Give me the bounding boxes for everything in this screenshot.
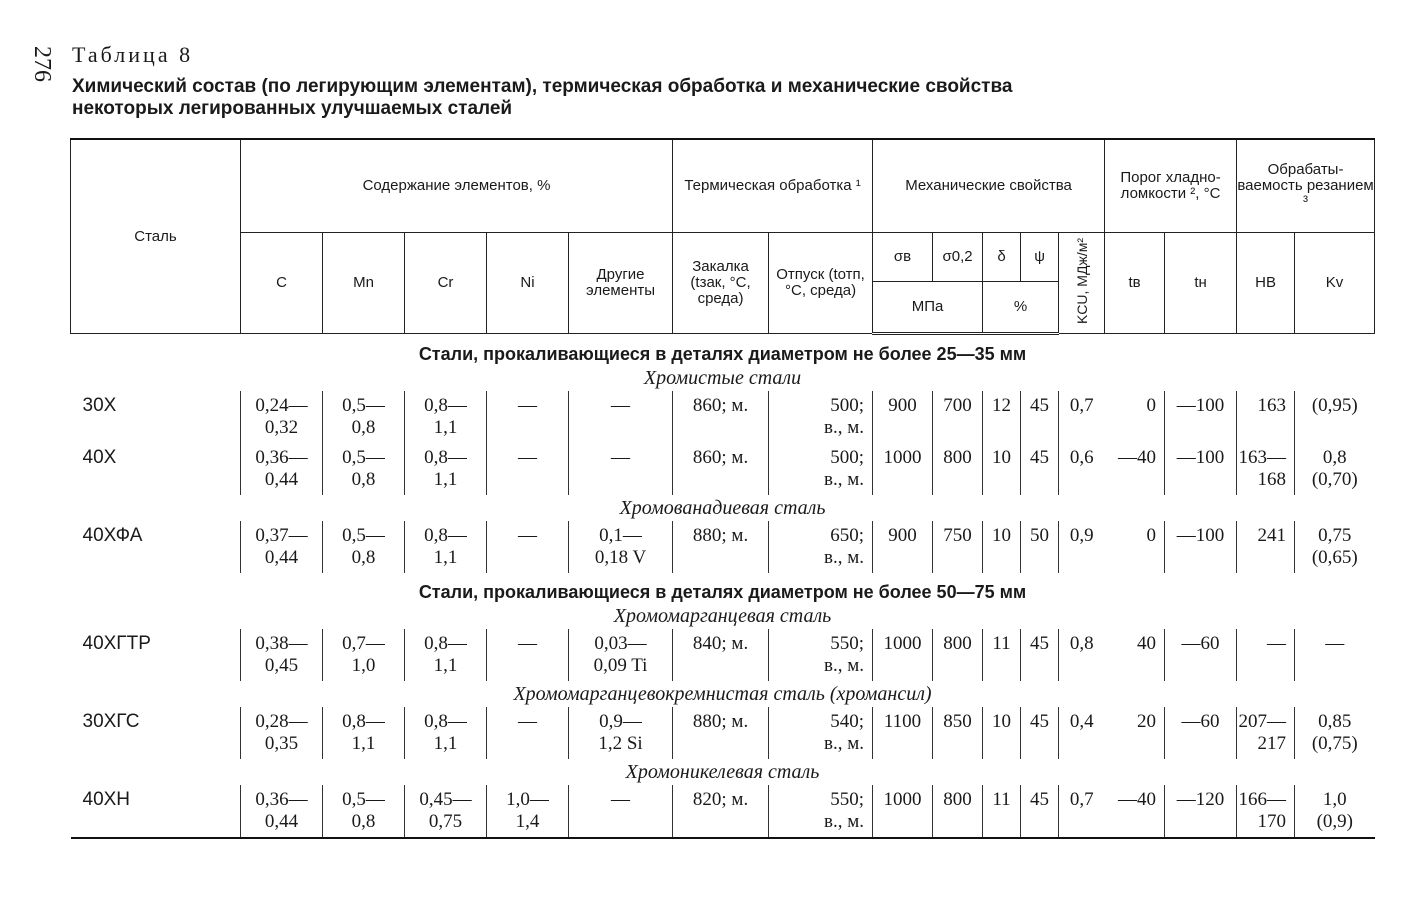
cell-delta-value: 12 bbox=[992, 395, 1012, 416]
cell-ni bbox=[487, 629, 569, 681]
header-heat-treatment: Термическая обработка ¹ bbox=[673, 139, 873, 233]
cell-temper-value: в., м. bbox=[824, 811, 865, 832]
cell-psi bbox=[1021, 629, 1059, 681]
cell-mn-value: 0,5— bbox=[342, 395, 385, 416]
cell-other bbox=[569, 785, 673, 838]
cell-temper-value: в., м. bbox=[824, 547, 865, 568]
cell-delta bbox=[983, 443, 1021, 495]
cell-kv-value: 0,85 bbox=[1318, 711, 1352, 732]
cell-sigma-02-value: 750 bbox=[943, 525, 972, 546]
cell-mn-value: 0,8— bbox=[342, 711, 385, 732]
cell-other bbox=[569, 707, 673, 759]
cell-kv-value: 1,0 bbox=[1322, 789, 1347, 810]
cell-other-value: 0,1— bbox=[599, 525, 642, 546]
cell-delta-value: 11 bbox=[992, 789, 1011, 810]
cell-ni bbox=[487, 443, 569, 495]
steel-grade bbox=[71, 443, 241, 495]
cell-other-value: 0,09 Ti bbox=[593, 655, 648, 676]
cell-mn bbox=[323, 443, 405, 495]
table-row bbox=[71, 785, 1375, 838]
cell-mn-value: 0,7— bbox=[342, 633, 385, 654]
cell-sigma-b bbox=[873, 521, 933, 573]
cell-quench-value: 880; м. bbox=[692, 525, 749, 546]
cell-kv-value: (0,65) bbox=[1311, 547, 1358, 568]
cell-sigma-b bbox=[873, 391, 933, 443]
cell-ni bbox=[487, 521, 569, 573]
table-row bbox=[71, 707, 1375, 759]
cell-delta bbox=[983, 629, 1021, 681]
cell-other-value: — bbox=[611, 789, 631, 810]
cell-cr bbox=[405, 521, 487, 573]
cell-temper bbox=[769, 521, 873, 573]
cell-temper bbox=[769, 443, 873, 495]
cell-cr-value: 0,8— bbox=[424, 395, 467, 416]
cell-cr-value: 1,1 bbox=[433, 547, 458, 568]
subsection-chrome-manganese: Хромомарганцевая сталь bbox=[613, 604, 832, 627]
steel-grade-value: 30ХГС bbox=[82, 711, 140, 732]
cell-tn-value: —60 bbox=[1181, 711, 1220, 732]
cell-psi bbox=[1021, 707, 1059, 759]
caption-line-1: Химический состав (по легирующим элементам), термическая обработка и механические свойства bbox=[72, 76, 1013, 97]
cell-tv bbox=[1105, 629, 1165, 681]
cell-other-value: 0,9— bbox=[599, 711, 642, 732]
cell-c bbox=[241, 707, 323, 759]
cell-other bbox=[569, 391, 673, 443]
cell-temper bbox=[769, 707, 873, 759]
cell-c-value: 0,44 bbox=[264, 469, 299, 490]
cell-sigma-02-value: 850 bbox=[943, 711, 972, 732]
cell-delta bbox=[983, 707, 1021, 759]
cell-sigma-02-value: 700 bbox=[943, 395, 972, 416]
cell-kv-value: (0,70) bbox=[1311, 469, 1358, 490]
cell-quench-value: 860; м. bbox=[692, 447, 749, 468]
cell-mn-value: 0,8 bbox=[351, 469, 376, 490]
cell-other-value: 1,2 Si bbox=[598, 733, 643, 754]
cell-tn bbox=[1165, 785, 1237, 838]
cell-kv-value: (0,75) bbox=[1311, 733, 1358, 754]
header-other: Другие элементы bbox=[569, 233, 673, 334]
cell-cr-value: 1,1 bbox=[433, 655, 458, 676]
cell-quench bbox=[673, 443, 769, 495]
cell-hb-value: 168 bbox=[1257, 469, 1287, 490]
cell-mn-value: 0,5— bbox=[342, 525, 385, 546]
cell-temper-value: 500; bbox=[830, 447, 865, 468]
cell-kv bbox=[1295, 707, 1375, 759]
cell-temper-value: 550; bbox=[830, 633, 865, 654]
cell-kv bbox=[1295, 521, 1375, 573]
header-tv: tв bbox=[1105, 233, 1165, 334]
cell-c bbox=[241, 629, 323, 681]
cell-other bbox=[569, 443, 673, 495]
cell-sigma-02 bbox=[933, 521, 983, 573]
header-composition: Содержание элементов, % bbox=[241, 139, 673, 233]
cell-kv-value: (0,9) bbox=[1316, 811, 1353, 832]
cell-ni bbox=[487, 785, 569, 838]
cell-other bbox=[569, 521, 673, 573]
cell-kcu-value: 0,7 bbox=[1069, 395, 1094, 416]
table-row bbox=[71, 521, 1375, 573]
cell-other-value: — bbox=[611, 447, 631, 468]
cell-c bbox=[241, 785, 323, 838]
cell-sigma-b-value: 1000 bbox=[883, 447, 922, 468]
cell-mn-value: 1,1 bbox=[351, 733, 376, 754]
table-label: Таблица 8 bbox=[72, 42, 194, 67]
cell-c-value: 0,37— bbox=[255, 525, 308, 546]
cell-mn bbox=[323, 707, 405, 759]
cell-ni-value: — bbox=[518, 447, 537, 468]
cell-temper-value: в., м. bbox=[824, 655, 865, 676]
cell-tn bbox=[1165, 443, 1237, 495]
header-kv: Kv bbox=[1295, 233, 1375, 334]
header-kcu bbox=[1059, 233, 1105, 334]
cell-hb-value: 207— bbox=[1238, 711, 1287, 732]
cell-delta-value: 10 bbox=[992, 711, 1012, 732]
header-sigma-b: σв bbox=[873, 233, 933, 282]
header-mpa: МПа bbox=[873, 282, 983, 334]
cell-cr-value: 0,8— bbox=[424, 525, 467, 546]
caption-line-2: некоторых легированных улучшаемых сталей bbox=[72, 98, 513, 119]
cell-tv bbox=[1105, 521, 1165, 573]
cell-sigma-02 bbox=[933, 443, 983, 495]
cell-kv-value: 0,8 bbox=[1322, 447, 1347, 468]
cell-cr-value: 1,1 bbox=[433, 733, 458, 754]
cell-c bbox=[241, 391, 323, 443]
subsection-chrome-vanadium: Хромованадиевая сталь bbox=[619, 496, 826, 519]
cell-ni-value: — bbox=[518, 633, 537, 654]
cell-other-value: — bbox=[611, 395, 631, 416]
cell-tv-value: —40 bbox=[1118, 789, 1157, 810]
cell-temper bbox=[769, 785, 873, 838]
cell-hb bbox=[1237, 629, 1295, 681]
cell-tv bbox=[1105, 443, 1165, 495]
cell-psi bbox=[1021, 443, 1059, 495]
cell-c-value: 0,28— bbox=[255, 711, 308, 732]
cell-hb bbox=[1237, 707, 1295, 759]
steel-grade-value: 40X bbox=[82, 447, 117, 468]
header-mn: Mn bbox=[323, 233, 405, 334]
cell-delta-value: 10 bbox=[992, 525, 1012, 546]
cell-cr-value: 1,1 bbox=[433, 469, 458, 490]
cell-c-value: 0,45 bbox=[264, 655, 299, 676]
header-hb: HB bbox=[1237, 233, 1295, 334]
cell-kcu-value: 0,7 bbox=[1069, 789, 1094, 810]
cell-cr-value: 1,1 bbox=[433, 417, 458, 438]
cell-c bbox=[241, 443, 323, 495]
cell-delta bbox=[983, 521, 1021, 573]
cell-delta bbox=[983, 391, 1021, 443]
steel-grade bbox=[71, 707, 241, 759]
cell-other bbox=[569, 629, 673, 681]
cell-tv bbox=[1105, 785, 1165, 838]
cell-mn-value: 0,8 bbox=[351, 547, 376, 568]
cell-sigma-b bbox=[873, 629, 933, 681]
cell-tn-value: —100 bbox=[1176, 525, 1225, 546]
cell-cr bbox=[405, 785, 487, 838]
cell-tn bbox=[1165, 391, 1237, 443]
cell-c-value: 0,38— bbox=[255, 633, 308, 654]
cell-tn-value: —100 bbox=[1176, 395, 1225, 416]
cell-mn bbox=[323, 629, 405, 681]
cell-cr bbox=[405, 707, 487, 759]
cell-delta-value: 10 bbox=[992, 447, 1012, 468]
cell-kcu bbox=[1059, 707, 1105, 759]
cell-tv-value: 40 bbox=[1137, 633, 1157, 654]
cell-quench bbox=[673, 391, 769, 443]
cell-other-value: 0,03— bbox=[594, 633, 647, 654]
header-psi: ψ bbox=[1021, 233, 1059, 282]
cell-quench-value: 840; м. bbox=[692, 633, 749, 654]
cell-tv-value: 0 bbox=[1146, 395, 1157, 416]
table-row bbox=[71, 629, 1375, 681]
cell-psi bbox=[1021, 391, 1059, 443]
steel-grade bbox=[71, 629, 241, 681]
cell-kv bbox=[1295, 443, 1375, 495]
cell-quench bbox=[673, 785, 769, 838]
header-mechanical: Механические свойства bbox=[873, 139, 1105, 233]
subsection-chromansil: Хромомарганцевокремнистая сталь (хромансил) bbox=[513, 682, 932, 705]
cell-mn bbox=[323, 521, 405, 573]
cell-tn bbox=[1165, 707, 1237, 759]
cell-temper-value: в., м. bbox=[824, 417, 865, 438]
cell-cr-value: 0,8— bbox=[424, 447, 467, 468]
header-cold-brittleness: Порог хладно-ломкости ², °С bbox=[1105, 139, 1237, 233]
cell-quench bbox=[673, 629, 769, 681]
header-cr: Cr bbox=[405, 233, 487, 334]
cell-kcu bbox=[1059, 521, 1105, 573]
header-c: C bbox=[241, 233, 323, 334]
cell-c-value: 0,44 bbox=[264, 547, 299, 568]
cell-mn-value: 0,5— bbox=[342, 447, 385, 468]
cell-c-value: 0,44 bbox=[264, 811, 299, 832]
steel-grade-value: 40ХГТР bbox=[82, 633, 151, 654]
cell-tv-value: 0 bbox=[1146, 525, 1157, 546]
cell-c bbox=[241, 521, 323, 573]
header-ni: Ni bbox=[487, 233, 569, 334]
cell-cr bbox=[405, 629, 487, 681]
page-number: 276 bbox=[29, 46, 55, 82]
cell-ni-value: — bbox=[518, 525, 537, 546]
header-machinability: Обрабаты-ваемость резанием ³ bbox=[1237, 139, 1375, 233]
cell-hb-value: 166— bbox=[1238, 789, 1287, 810]
cell-tn-value: —100 bbox=[1176, 447, 1225, 468]
cell-psi-value: 45 bbox=[1030, 711, 1050, 732]
cell-tv bbox=[1105, 391, 1165, 443]
cell-sigma-b-value: 1100 bbox=[883, 711, 922, 732]
cell-sigma-02-value: 800 bbox=[943, 789, 972, 810]
header-tn: tн bbox=[1165, 233, 1237, 334]
cell-delta bbox=[983, 785, 1021, 838]
steel-grade bbox=[71, 785, 241, 838]
section-title-2: Стали, прокаливающиеся в деталях диаметром не более 50—75 мм bbox=[418, 582, 1027, 602]
cell-ni-value: 1,0— bbox=[506, 789, 549, 810]
steel-grade-value: 40ХН bbox=[82, 789, 131, 810]
cell-hb bbox=[1237, 443, 1295, 495]
cell-mn bbox=[323, 391, 405, 443]
cell-hb bbox=[1237, 521, 1295, 573]
cell-c-value: 0,32 bbox=[264, 417, 299, 438]
steel-grade bbox=[71, 521, 241, 573]
header-quench: Закалка (tзак, °С, среда) bbox=[673, 233, 769, 334]
cell-hb bbox=[1237, 785, 1295, 838]
cell-temper bbox=[769, 391, 873, 443]
cell-kv bbox=[1295, 629, 1375, 681]
cell-kv bbox=[1295, 391, 1375, 443]
steel-grade bbox=[71, 391, 241, 443]
cell-quench bbox=[673, 521, 769, 573]
cell-tv bbox=[1105, 707, 1165, 759]
steel-grade-value: 30X bbox=[82, 395, 117, 416]
cell-quench-value: 820; м. bbox=[692, 789, 749, 810]
cell-tn bbox=[1165, 629, 1237, 681]
cell-ni bbox=[487, 391, 569, 443]
cell-kcu-value: 0,4 bbox=[1069, 711, 1094, 732]
cell-ni bbox=[487, 707, 569, 759]
cell-cr bbox=[405, 443, 487, 495]
cell-quench bbox=[673, 707, 769, 759]
cell-kcu bbox=[1059, 629, 1105, 681]
section-title-1: Стали, прокаливающиеся в деталях диаметром не более 25—35 мм bbox=[418, 344, 1027, 364]
cell-psi bbox=[1021, 521, 1059, 573]
cell-tv-value: 20 bbox=[1137, 711, 1157, 732]
cell-sigma-b-value: 900 bbox=[888, 525, 917, 546]
cell-kcu-value: 0,6 bbox=[1069, 447, 1094, 468]
cell-kcu-value: 0,9 bbox=[1069, 525, 1094, 546]
cell-sigma-02-value: 800 bbox=[943, 447, 972, 468]
cell-mn-value: 0,5— bbox=[342, 789, 385, 810]
cell-c-value: 0,36— bbox=[255, 447, 308, 468]
cell-psi-value: 45 bbox=[1030, 447, 1050, 468]
cell-cr-value: 0,75 bbox=[428, 811, 463, 832]
cell-temper-value: в., м. bbox=[824, 733, 865, 754]
cell-kv-value: 0,75 bbox=[1318, 525, 1352, 546]
cell-sigma-b bbox=[873, 707, 933, 759]
cell-sigma-02 bbox=[933, 707, 983, 759]
cell-sigma-02 bbox=[933, 629, 983, 681]
cell-sigma-b-value: 1000 bbox=[883, 789, 922, 810]
cell-mn-value: 1,0 bbox=[351, 655, 376, 676]
cell-quench-value: 860; м. bbox=[692, 395, 749, 416]
cell-temper-value: 500; bbox=[830, 395, 865, 416]
cell-kcu bbox=[1059, 785, 1105, 838]
cell-temper-value: в., м. bbox=[824, 469, 865, 490]
cell-cr-value: 0,8— bbox=[424, 711, 467, 732]
header-steel: Сталь bbox=[71, 139, 241, 334]
cell-tv-value: —40 bbox=[1118, 447, 1157, 468]
cell-sigma-b-value: 1000 bbox=[883, 633, 922, 654]
cell-sigma-b-value: 900 bbox=[888, 395, 917, 416]
table-caption bbox=[72, 76, 1172, 120]
table-row bbox=[71, 391, 1375, 443]
cell-tn bbox=[1165, 521, 1237, 573]
cell-c-value: 0,24— bbox=[255, 395, 308, 416]
cell-hb-value: 170 bbox=[1257, 811, 1287, 832]
cell-sigma-02-value: 800 bbox=[943, 633, 972, 654]
cell-ni-value: — bbox=[518, 711, 537, 732]
cell-hb bbox=[1237, 391, 1295, 443]
cell-cr-value: 0,8— bbox=[424, 633, 467, 654]
cell-kv bbox=[1295, 785, 1375, 838]
cell-psi bbox=[1021, 785, 1059, 838]
cell-c-value: 0,35 bbox=[264, 733, 299, 754]
cell-sigma-b bbox=[873, 785, 933, 838]
cell-mn bbox=[323, 785, 405, 838]
cell-mn-value: 0,8 bbox=[351, 811, 376, 832]
cell-temper-value: 540; bbox=[830, 711, 865, 732]
cell-hb-value: 163 bbox=[1257, 395, 1287, 416]
cell-ni-value: 1,4 bbox=[515, 811, 540, 832]
steel-properties-table bbox=[70, 138, 1374, 839]
cell-ni-value: — bbox=[518, 395, 537, 416]
cell-cr-value: 0,45— bbox=[419, 789, 472, 810]
cell-delta-value: 11 bbox=[992, 633, 1011, 654]
header-pct: % bbox=[983, 282, 1059, 334]
cell-kv-value: — bbox=[1325, 633, 1345, 654]
cell-cr bbox=[405, 391, 487, 443]
cell-tn-value: —120 bbox=[1176, 789, 1225, 810]
cell-quench-value: 880; м. bbox=[692, 711, 749, 732]
cell-psi-value: 50 bbox=[1030, 525, 1050, 546]
cell-temper bbox=[769, 629, 873, 681]
subsection-chromium: Хромистые стали bbox=[643, 366, 802, 389]
header-sigma-02: σ0,2 bbox=[933, 233, 983, 282]
cell-hb-value: 217 bbox=[1257, 733, 1287, 754]
cell-other-value: 0,18 V bbox=[594, 547, 647, 568]
kcu-label: KCU, МДж/м² bbox=[1073, 237, 1090, 325]
cell-temper-value: 550; bbox=[830, 789, 865, 810]
cell-mn-value: 0,8 bbox=[351, 417, 376, 438]
cell-kcu-value: 0,8 bbox=[1069, 633, 1094, 654]
cell-hb-value: — bbox=[1267, 633, 1287, 654]
cell-c-value: 0,36— bbox=[255, 789, 308, 810]
cell-temper-value: 650; bbox=[830, 525, 865, 546]
cell-kv-value: (0,95) bbox=[1311, 395, 1358, 416]
cell-hb-value: 163— bbox=[1238, 447, 1287, 468]
table-row bbox=[71, 443, 1375, 495]
cell-sigma-02 bbox=[933, 391, 983, 443]
cell-sigma-b bbox=[873, 443, 933, 495]
subsection-chrome-nickel: Хромоникелевая сталь bbox=[625, 760, 820, 783]
cell-psi-value: 45 bbox=[1030, 789, 1050, 810]
cell-tn-value: —60 bbox=[1181, 633, 1220, 654]
steel-grade-value: 40ХФА bbox=[82, 525, 143, 546]
header-temper: Отпуск (tотп, °С, среда) bbox=[769, 233, 873, 334]
cell-kcu bbox=[1059, 443, 1105, 495]
cell-hb-value: 241 bbox=[1257, 525, 1287, 546]
cell-psi-value: 45 bbox=[1030, 633, 1050, 654]
cell-kcu bbox=[1059, 391, 1105, 443]
header-delta: δ bbox=[983, 233, 1021, 282]
cell-sigma-02 bbox=[933, 785, 983, 838]
cell-psi-value: 45 bbox=[1030, 395, 1050, 416]
